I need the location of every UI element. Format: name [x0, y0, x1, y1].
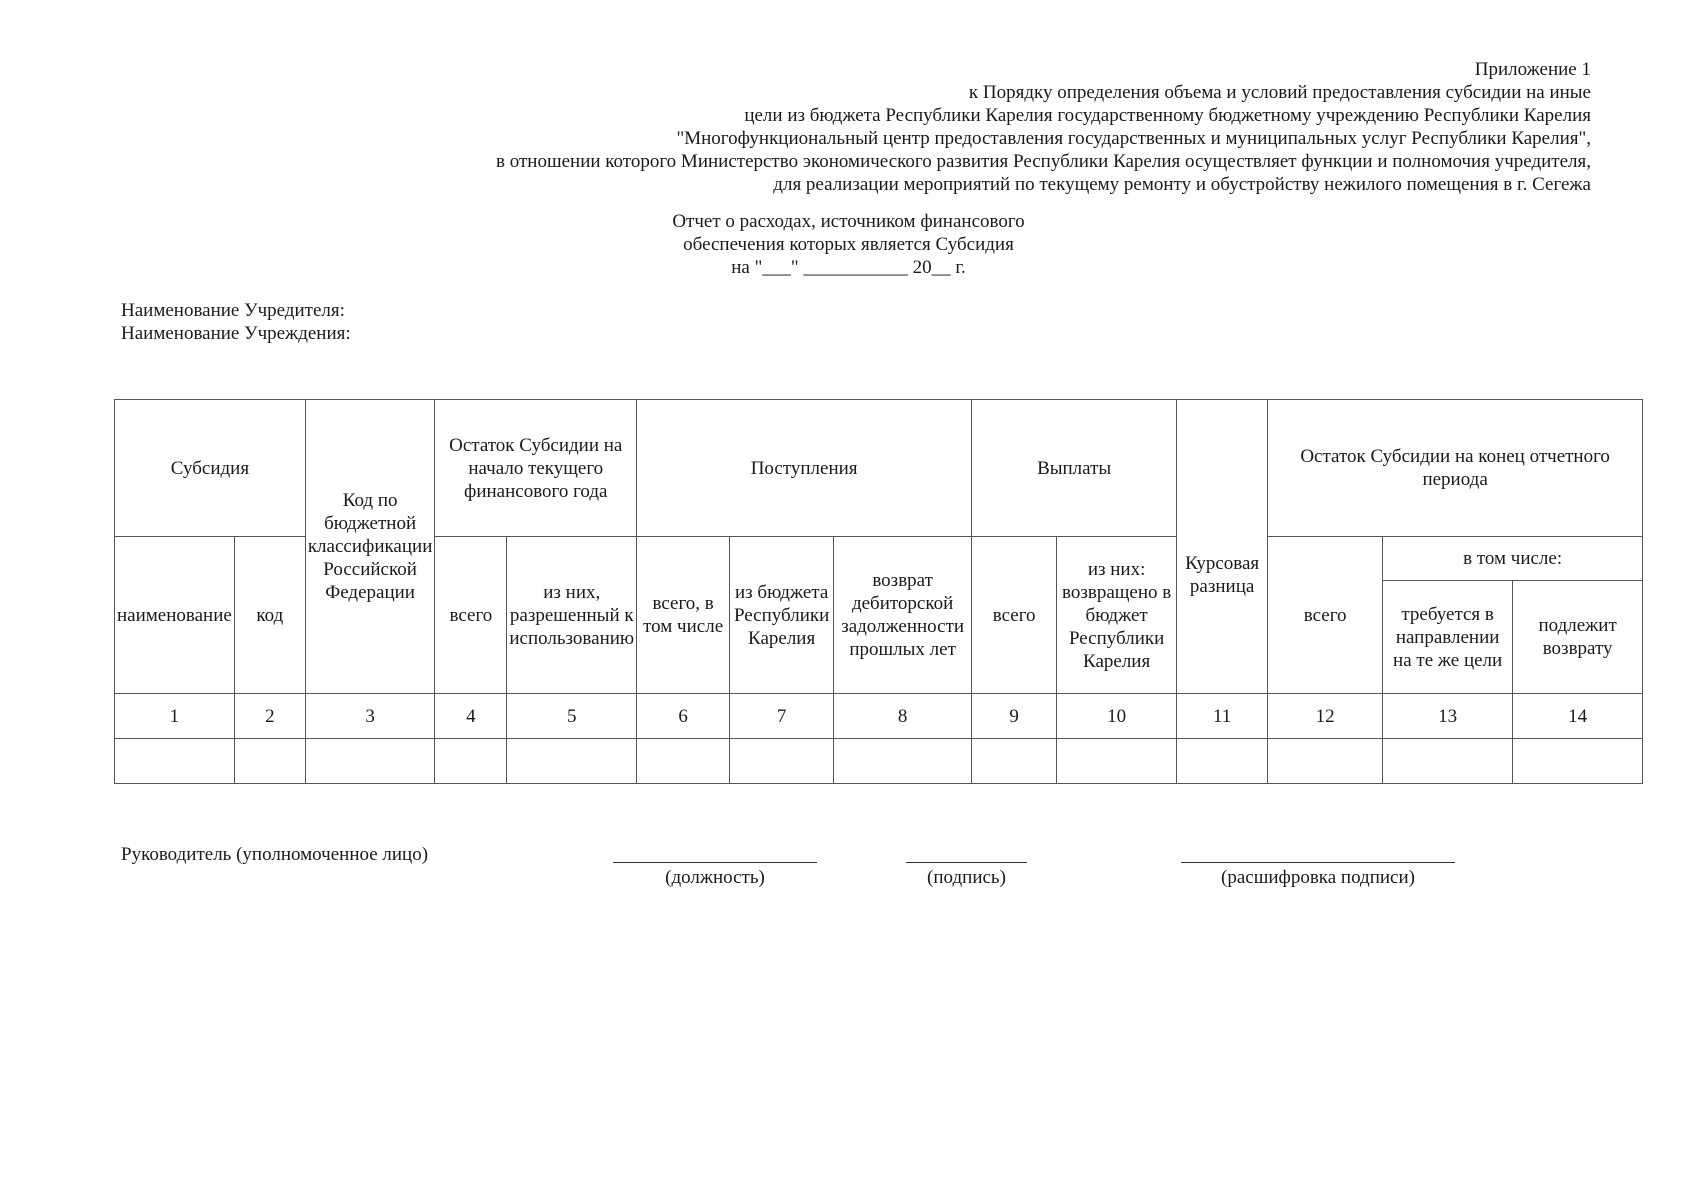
appendix-line: к Порядку определения объема и условий предоставления субсидии на иные [968, 82, 1591, 103]
appendix-header [496, 58, 1591, 196]
report-table [114, 399, 1643, 784]
title-line: обеспечения которых является Субсидия [683, 234, 1014, 255]
table-row [115, 739, 1643, 784]
header-name: наименование [115, 537, 235, 694]
position-note: (должность) [665, 867, 765, 888]
institution-label: Наименование Учреждения: [121, 323, 351, 344]
decoding-note: (расшифровка подписи) [1221, 867, 1415, 888]
appendix-line: в отношении которого Министерство экономического развития Республики Карелия осуществляет функции и полномочия учредителя, [496, 151, 1591, 172]
position-line [613, 862, 817, 863]
data-cell [834, 739, 972, 784]
header-total-incl: всего, в том числе [637, 537, 730, 694]
data-cell [435, 739, 507, 784]
signature-caption: Руководитель (уполномоченное лицо) [121, 844, 429, 865]
header-including: в том числе: [1383, 537, 1643, 581]
column-number: 1 [115, 694, 235, 739]
header-kbk: Код по бюджетной классификации Российской Федерации [305, 400, 435, 694]
data-cell [1513, 739, 1643, 784]
header-receipts: Поступления [637, 400, 972, 537]
column-number: 4 [435, 694, 507, 739]
data-cell [115, 739, 235, 784]
header-to-return: подлежит возврату [1513, 581, 1643, 694]
data-cell [234, 739, 305, 784]
appendix-line: для реализации мероприятий по текущему ремонту и обустройству нежилого помещения в г. Сегежа [773, 174, 1591, 195]
report-date-line: на "___" ___________ 20__ г. [731, 257, 966, 278]
title-line: Отчет о расходах, источником финансового [672, 211, 1025, 232]
data-cell [507, 739, 637, 784]
column-number: 8 [834, 694, 972, 739]
report-labels [121, 299, 351, 345]
column-number: 10 [1057, 694, 1177, 739]
data-cell [972, 739, 1057, 784]
data-cell [305, 739, 435, 784]
header-allowed: из них, разрешенный к использованию [507, 537, 637, 694]
column-number: 6 [637, 694, 730, 739]
header-from-budget: из бюджета Республики Карелия [730, 537, 834, 694]
column-number: 14 [1513, 694, 1643, 739]
header-balance-total: всего [1268, 537, 1383, 694]
appendix-line: цели из бюджета Республики Карелия государственному бюджетному учреждению Республики Карелия [744, 105, 1591, 126]
column-number: 13 [1383, 694, 1513, 739]
column-number: 11 [1177, 694, 1268, 739]
header-balance-end: Остаток Субсидии на конец отчетного периода [1268, 400, 1643, 537]
data-cell [637, 739, 730, 784]
header-debt-return: возврат дебиторской задолженности прошлых лет [834, 537, 972, 694]
report-title [0, 210, 1697, 279]
header-same-goals: требуется в направлении на те же цели [1383, 581, 1513, 694]
decoding-line [1181, 862, 1455, 863]
data-cell [1057, 739, 1177, 784]
header-code: код [234, 537, 305, 694]
header-balance-start: Остаток Субсидии на начало текущего финансового года [435, 400, 637, 537]
data-cell [1177, 739, 1268, 784]
header-returned: из них: возвращено в бюджет Республики Карелия [1057, 537, 1177, 694]
column-number: 12 [1268, 694, 1383, 739]
header-subsidy: Субсидия [115, 400, 306, 537]
header-payments-total: всего [972, 537, 1057, 694]
data-cell [1383, 739, 1513, 784]
data-cell [730, 739, 834, 784]
column-number: 2 [234, 694, 305, 739]
header-payments: Выплаты [972, 400, 1177, 537]
header-total: всего [435, 537, 507, 694]
column-number: 7 [730, 694, 834, 739]
signature-line [906, 862, 1027, 863]
header-exchange: Курсовая разница [1177, 400, 1268, 694]
signature-note: (подпись) [927, 867, 1006, 888]
column-number: 9 [972, 694, 1057, 739]
appendix-line: Приложение 1 [1474, 59, 1591, 80]
data-cell [1268, 739, 1383, 784]
column-number: 3 [305, 694, 435, 739]
column-number: 5 [507, 694, 637, 739]
appendix-line: "Многофункциональный центр предоставления государственных и муниципальных услуг Республики Карелия", [676, 128, 1591, 149]
founder-label: Наименование Учредителя: [121, 300, 345, 321]
